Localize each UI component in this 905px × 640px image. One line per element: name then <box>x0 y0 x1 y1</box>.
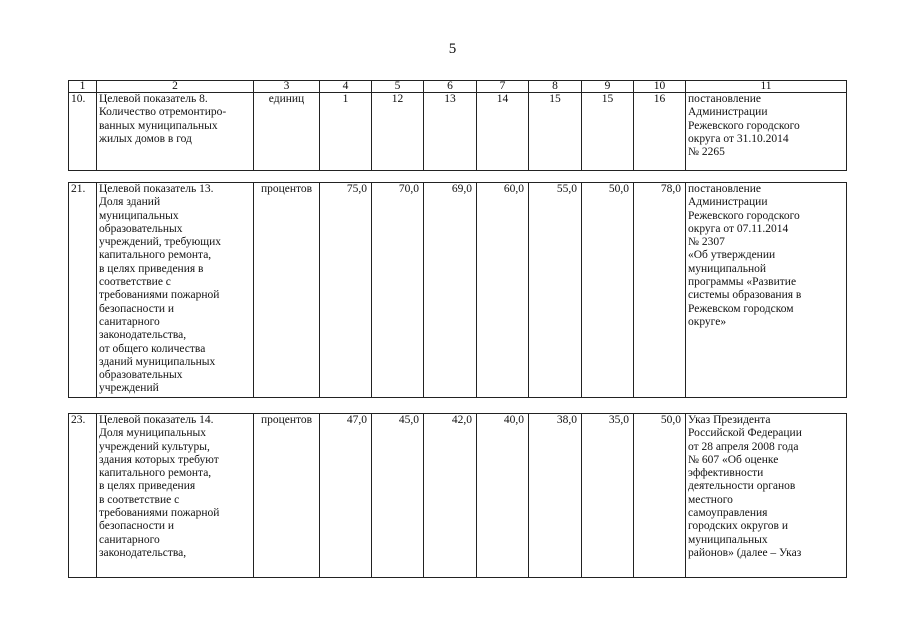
header-row <box>69 81 847 93</box>
value-cell: 13 <box>424 93 477 171</box>
value-cell: 60,0 <box>477 183 529 398</box>
value-cell: 75,0 <box>320 183 372 398</box>
value-cell: 50,0 <box>634 414 686 578</box>
value-cell: 15 <box>529 93 582 171</box>
indicators-table-part-1 <box>68 80 847 171</box>
value-cell: 78,0 <box>634 183 686 398</box>
table-row <box>69 414 847 578</box>
header-cell: 1 <box>69 81 97 93</box>
table-row <box>69 93 847 171</box>
value-cell: 69,0 <box>424 183 477 398</box>
indicator-name: Целевой показатель 8. Количество отремонтиро- ванных муниципальных жилых домов в год <box>97 93 254 171</box>
value-cell: 50,0 <box>582 183 634 398</box>
value-cell: 15 <box>582 93 634 171</box>
header-cell: 5 <box>372 81 424 93</box>
unit-cell: единиц <box>254 93 320 171</box>
indicators-table-part-2 <box>68 182 847 398</box>
value-cell: 35,0 <box>582 414 634 578</box>
value-cell: 45,0 <box>372 414 424 578</box>
value-cell: 1 <box>320 93 372 171</box>
reference-cell: постановление Администрации Режевского городского округа от 07.11.2014 № 2307 «Об утверждении муниципальной программы «Развитие системы образования в Режевском городском округе» <box>686 183 847 398</box>
header-cell: 6 <box>424 81 477 93</box>
value-cell: 47,0 <box>320 414 372 578</box>
header-cell: 2 <box>97 81 254 93</box>
reference-cell: постановление Администрации Режевского городского округа от 31.10.2014 № 2265 <box>686 93 847 171</box>
indicator-name: Целевой показатель 13. Доля зданий муниципальных образовательных учреждений, требующих капитального ремонта, в целях приведения в соответствие с требованиями пожарной безопасности и санитарного законодательства, от общего количества зданий муниципальных образовательных учреждений <box>97 183 254 398</box>
header-cell: 9 <box>582 81 634 93</box>
page-number: 5 <box>448 41 457 57</box>
row-number: 10. <box>69 93 97 171</box>
reference-cell: Указ Президента Российской Федерации от 28 апреля 2008 года № 607 «Об оценке эффективности деятельности органов местного самоуправления городских округов и муниципальных районов» (далее – Указ <box>686 414 847 578</box>
header-cell: 4 <box>320 81 372 93</box>
value-cell: 38,0 <box>529 414 582 578</box>
header-cell: 10 <box>634 81 686 93</box>
row-number: 21. <box>69 183 97 398</box>
header-cell: 7 <box>477 81 529 93</box>
value-cell: 70,0 <box>372 183 424 398</box>
value-cell: 16 <box>634 93 686 171</box>
value-cell: 40,0 <box>477 414 529 578</box>
header-cell: 8 <box>529 81 582 93</box>
table-row <box>69 183 847 398</box>
value-cell: 14 <box>477 93 529 171</box>
value-cell: 55,0 <box>529 183 582 398</box>
unit-cell: процентов <box>254 183 320 398</box>
indicator-name: Целевой показатель 14. Доля муниципальных учреждений культуры, здания которых требуют капитального ремонта, в целях приведения в соответствие с требованиями пожарной безопасности и санитарного законодательства, <box>97 414 254 578</box>
indicators-table-part-3 <box>68 413 847 578</box>
value-cell: 42,0 <box>424 414 477 578</box>
header-cell: 3 <box>254 81 320 93</box>
row-number: 23. <box>69 414 97 578</box>
unit-cell: процентов <box>254 414 320 578</box>
value-cell: 12 <box>372 93 424 171</box>
header-cell: 11 <box>686 81 847 93</box>
